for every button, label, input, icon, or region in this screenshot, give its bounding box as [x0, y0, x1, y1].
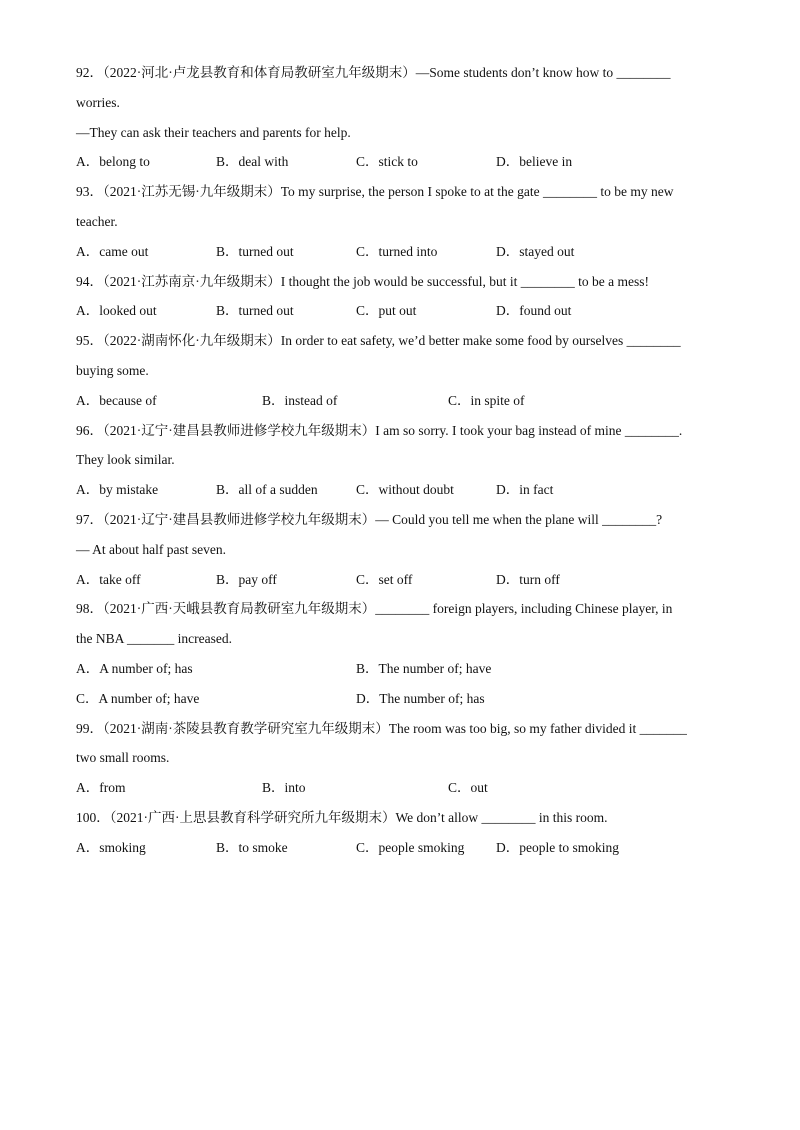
question-text: teacher.	[76, 213, 118, 229]
option-d: D．found out	[496, 303, 572, 319]
question-94	[76, 271, 726, 331]
option-b: B．turned out	[216, 243, 294, 259]
option-b: B．The number of; have	[356, 660, 492, 676]
option-b: B．instead of	[262, 392, 338, 408]
question-text: The room was too big, so my father divided it _______	[388, 720, 687, 736]
question-number: 100．	[76, 809, 110, 825]
question-text: To my surprise, the person I spoke to at the gate ________ to be my new	[280, 184, 674, 200]
option-b: B．to smoke	[216, 839, 288, 855]
options-row	[76, 479, 726, 509]
question-text: I thought the job would be successful, but it ________ to be a mess!	[280, 273, 649, 289]
option-d: D．turn off	[496, 571, 560, 587]
question-text: the NBA _______ increased.	[76, 631, 232, 647]
option-b: B．turned out	[216, 303, 294, 319]
option-d: D．people to smoking	[496, 839, 619, 855]
question-text: — Could you tell me when the plane will ________?	[375, 511, 663, 527]
question-number: 95．	[76, 333, 103, 349]
question-text: buying some.	[76, 362, 149, 378]
question-95	[76, 330, 726, 419]
option-c: C．turned into	[356, 243, 438, 259]
option-a: A．from	[76, 780, 126, 796]
question-text: ________ foreign players, including Chinese player, in	[375, 601, 673, 617]
options-row	[76, 390, 726, 420]
option-a: A．A number of; has	[76, 660, 193, 676]
option-a: A．came out	[76, 243, 149, 259]
option-a: A．because of	[76, 392, 157, 408]
option-c: C．set off	[356, 571, 413, 587]
question-number: 98．	[76, 601, 103, 617]
option-d: D．in fact	[496, 482, 554, 498]
question-number: 92．	[76, 65, 103, 80]
option-b: B．pay off	[216, 571, 277, 587]
option-a: A．smoking	[76, 839, 146, 855]
question-source: （2021·广西·天峨县教育局教研室九年级期末）	[103, 601, 376, 617]
option-b: B．into	[262, 780, 306, 796]
question-96	[76, 420, 726, 509]
option-d: D．stayed out	[496, 243, 575, 259]
options-row	[76, 658, 726, 688]
question-source: （2021·辽宁·建昌县教师进修学校九年级期末）	[103, 511, 376, 527]
question-source: （2021·江苏无锡·九年级期末）	[103, 184, 281, 200]
option-c: C．stick to	[356, 154, 418, 170]
question-92	[76, 62, 726, 181]
question-text: We don’t allow ________ in this room.	[395, 809, 608, 825]
option-d: D．The number of; has	[356, 690, 485, 706]
question-text: In order to eat safety, we’d better make some food by ourselves ________	[280, 333, 681, 349]
option-d: D．believe in	[496, 154, 573, 170]
question-text: — At about half past seven.	[76, 541, 226, 557]
question-99	[76, 718, 726, 807]
options-row	[76, 151, 726, 181]
options-row	[76, 569, 726, 599]
question-98	[76, 598, 726, 717]
question-text: worries.	[76, 94, 120, 110]
option-c: C．out	[448, 780, 488, 796]
options-row	[76, 688, 726, 718]
option-c: C．in spite of	[448, 392, 525, 408]
question-100	[76, 807, 726, 867]
question-97	[76, 509, 726, 598]
question-number: 99．	[76, 720, 103, 736]
question-93	[76, 181, 726, 270]
option-b: B．deal with	[216, 154, 289, 170]
question-source: （2021·湖南·茶陵县教育教学研究室九年级期末）	[103, 720, 389, 736]
question-list	[76, 62, 726, 867]
option-b: B．all of a sudden	[216, 482, 318, 498]
question-text: —Some students don’t know how to ________	[415, 65, 671, 80]
question-number: 96．	[76, 422, 103, 438]
options-row	[76, 300, 726, 330]
question-number: 97．	[76, 511, 103, 527]
option-a: A．looked out	[76, 303, 157, 319]
option-a: A．belong to	[76, 154, 150, 170]
question-source: （2022·湖南怀化·九年级期末）	[103, 333, 281, 349]
option-a: A．by mistake	[76, 482, 159, 498]
options-row	[76, 241, 726, 271]
question-source: （2021·江苏南京·九年级期末）	[103, 273, 281, 289]
question-text: They look similar.	[76, 452, 175, 468]
option-c: C．without doubt	[356, 482, 454, 498]
question-source: （2021·广西·上思县教育科学研究所九年级期末）	[109, 809, 396, 825]
option-c: C．people smoking	[356, 839, 465, 855]
options-row	[76, 777, 726, 807]
option-c: C．put out	[356, 303, 417, 319]
question-number: 94．	[76, 273, 103, 289]
question-source: （2022·河北·卢龙县教育和体育局教研室九年级期末）	[103, 65, 416, 80]
option-c: C．A number of; have	[76, 690, 200, 706]
options-row	[76, 837, 726, 867]
question-text: —They can ask their teachers and parents for help.	[76, 124, 351, 140]
question-number: 93．	[76, 184, 103, 200]
question-source: （2021·辽宁·建昌县教师进修学校九年级期末）	[103, 422, 376, 438]
question-text: two small rooms.	[76, 750, 170, 766]
option-a: A．take off	[76, 571, 141, 587]
question-text: I am so sorry. I took your bag instead of mine ________.	[375, 422, 683, 438]
